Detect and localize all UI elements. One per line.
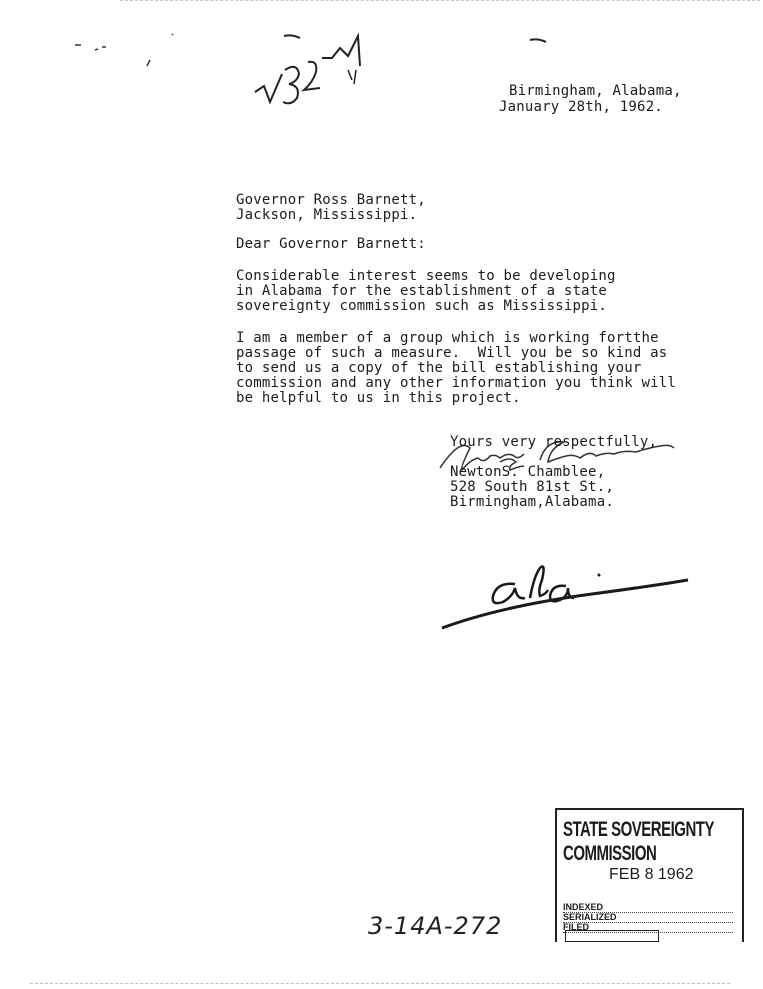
- letterhead-place: Birmingham, Alabama,: [509, 83, 682, 99]
- sender-name: NewtonS. Chamblee,: [450, 464, 606, 480]
- stamp-row-serialized: SERIALIZED: [563, 912, 733, 923]
- paragraph-2-line: passage of such a measure. Will you be so kind as: [236, 345, 668, 361]
- paragraph-2-line: I am a member of a group which is working fortthe: [236, 330, 659, 346]
- salutation: Dear Governor Barnett:: [236, 236, 426, 252]
- receipt-stamp: [555, 808, 744, 942]
- file-number: 3-14A-272: [368, 912, 503, 940]
- sender-city: Birmingham,Alabama.: [450, 494, 614, 510]
- stamp-row-indexed: INDEXED: [563, 902, 733, 913]
- paragraph-2-line: be helpful to us in this project.: [236, 390, 521, 406]
- paragraph-2-line: commission and any other information you think will: [236, 375, 677, 391]
- recipient-location: Jackson, Mississippi.: [236, 207, 418, 223]
- sender-street: 528 South 81st St.,: [450, 479, 614, 495]
- paragraph-1-line: in Alabama for the establishment of a state: [236, 283, 608, 299]
- stamp-date: FEB 8 1962: [609, 866, 694, 883]
- letterhead-date: January 28th, 1962.: [499, 99, 663, 115]
- paragraph-1-line: Considerable interest seems to be developing: [236, 268, 616, 284]
- stamp-row-filed: FILED: [563, 922, 733, 933]
- stamp-title: STATE SOVEREIGNTY COMMISSION: [563, 818, 714, 866]
- closing: Yours very respectfully,: [450, 434, 658, 450]
- stamp-box: [565, 930, 659, 942]
- paragraph-1-line: sovereignty commission such as Mississippi.: [236, 298, 608, 314]
- paragraph-2-line: to send us a copy of the bill establishing your: [236, 360, 642, 376]
- recipient-name: Governor Ross Barnett,: [236, 192, 426, 208]
- bottom-scan-border: [30, 983, 730, 986]
